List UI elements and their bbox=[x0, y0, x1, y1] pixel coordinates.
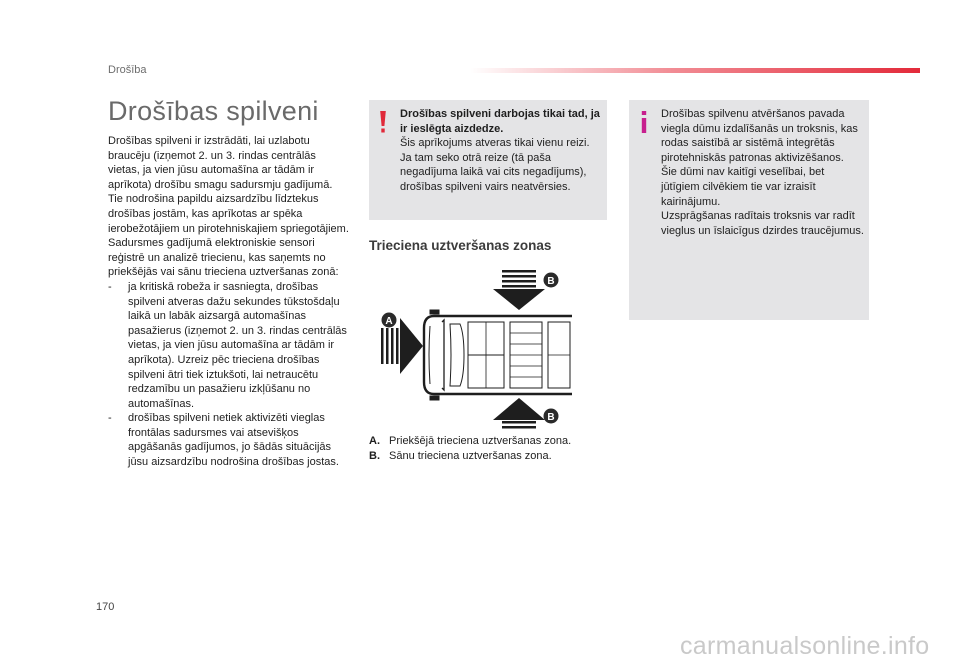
bullet-text: ja kritiskā robeža ir sasniegta, drošības spilveni atveras dažu sekundes tūkstošdaļu laikā un labāk aizsargā automašīnas pasažierus (izņemot 2. un 3. rindas centrālās vietas, ja vien jūsu automašīna ar tādām ir aprīkota). Uzreiz pēc trieciena drošības spilveni ātri tiek iztukšoti, lai netraucētu redzamību un pasažieru izkļūšanu no automašīnas. bbox=[128, 280, 347, 410]
intro-text bbox=[108, 134, 350, 470]
info-text bbox=[661, 107, 865, 238]
side-impact-arrow-bottom bbox=[493, 398, 545, 429]
watermark[interactable]: carmanualsonline.info bbox=[680, 632, 930, 660]
legend-text: Sānu trieciena uztveršanas zona. bbox=[389, 449, 552, 462]
legend-key: A. bbox=[369, 435, 380, 447]
section-header: Drošība bbox=[108, 64, 147, 76]
exclamation-icon bbox=[379, 110, 387, 134]
info-text-1: Drošības spilvenu atvēršanos pavada viegla dūmu izdalīšanās un troksnis, kas rodas saistībā ar sistēmā integrētās pirotehniskās patronas aktivizēšanos. bbox=[661, 108, 858, 164]
legend-key: B. bbox=[369, 449, 380, 462]
warning-bold-text: Drošības spilveni darbojas tikai tad, ja ir ieslēgta aizdedze. bbox=[400, 108, 600, 135]
zone-b-marker-top bbox=[544, 273, 559, 288]
intro-paragraph-2: Sadursmes gadījumā elektroniskie sensori reģistrē un analizē triecienu, kas saņemts no priekšējās vai sānu trieciena uztveršanas zonā: bbox=[108, 237, 339, 279]
info-text-2: Šie dūmi nav kaitīgi veselībai, bet jūtīgiem cilvēkiem tie var izraisīt kairinājumu. bbox=[661, 166, 825, 208]
bullet-marker: - bbox=[108, 412, 112, 425]
zone-a-label: A bbox=[385, 316, 393, 327]
legend-item bbox=[369, 434, 609, 449]
intro-paragraph-1: Drošības spilveni ir izstrādāti, lai uzlabotu braucēju (izņemot 2. un 3. rindas centrālās vietas, ja vien jūsu automašīna ar tādām ir aprīkota) drošību smagu sadursmju gadījumā. Tie nodrošina papildu aizsardzību līdztekus drošības jostām, kas aprīkotas ar spēka ierobežotājiem un pirotehniskajiem spriegotājiem. bbox=[108, 135, 349, 235]
header-accent-bar bbox=[470, 68, 920, 73]
zone-b-label-top: B bbox=[547, 276, 555, 287]
vehicle-top-view bbox=[424, 310, 572, 400]
bullet-item bbox=[108, 280, 350, 411]
bullet-marker: - bbox=[108, 280, 112, 293]
zones-title: Trieciena uztveršanas zonas bbox=[369, 238, 552, 253]
zone-a-marker bbox=[382, 313, 397, 328]
side-impact-arrow-top bbox=[493, 270, 545, 310]
page-title: Drošības spilveni bbox=[108, 96, 319, 126]
warning-text bbox=[400, 107, 600, 195]
info-icon bbox=[640, 110, 648, 134]
warning-box bbox=[369, 100, 607, 220]
info-text-3: Uzsprāgšanas radītais troksnis var radīt vieglus un īslaicīgus dzirdes traucējumus. bbox=[661, 210, 864, 237]
impact-zones-diagram bbox=[372, 264, 572, 430]
legend-text: Priekšējā trieciena uztveršanas zona. bbox=[389, 435, 572, 447]
info-box bbox=[629, 100, 869, 320]
page-number: 170 bbox=[96, 601, 115, 613]
warning-body-text: Šis aprīkojums atveras tikai vienu reizi. Ja tam seko otrā reize (tā paša negadījuma laikā vai cits negadījums), drošības spilveni vairs neatvērsies. bbox=[400, 137, 590, 193]
legend-item bbox=[369, 449, 609, 464]
bullet-text: drošības spilveni netiek aktivizēti vieglas frontālas sadursmes vai atsevišķos apgāšanās gadījumos, jo šādās situācijās jūsu aizsardzību nodrošina drošības jostas. bbox=[128, 412, 339, 469]
bullet-item bbox=[108, 411, 350, 469]
zones-legend bbox=[369, 434, 609, 463]
zone-b-marker-bottom bbox=[544, 409, 559, 424]
zone-b-label-bottom: B bbox=[547, 412, 555, 423]
